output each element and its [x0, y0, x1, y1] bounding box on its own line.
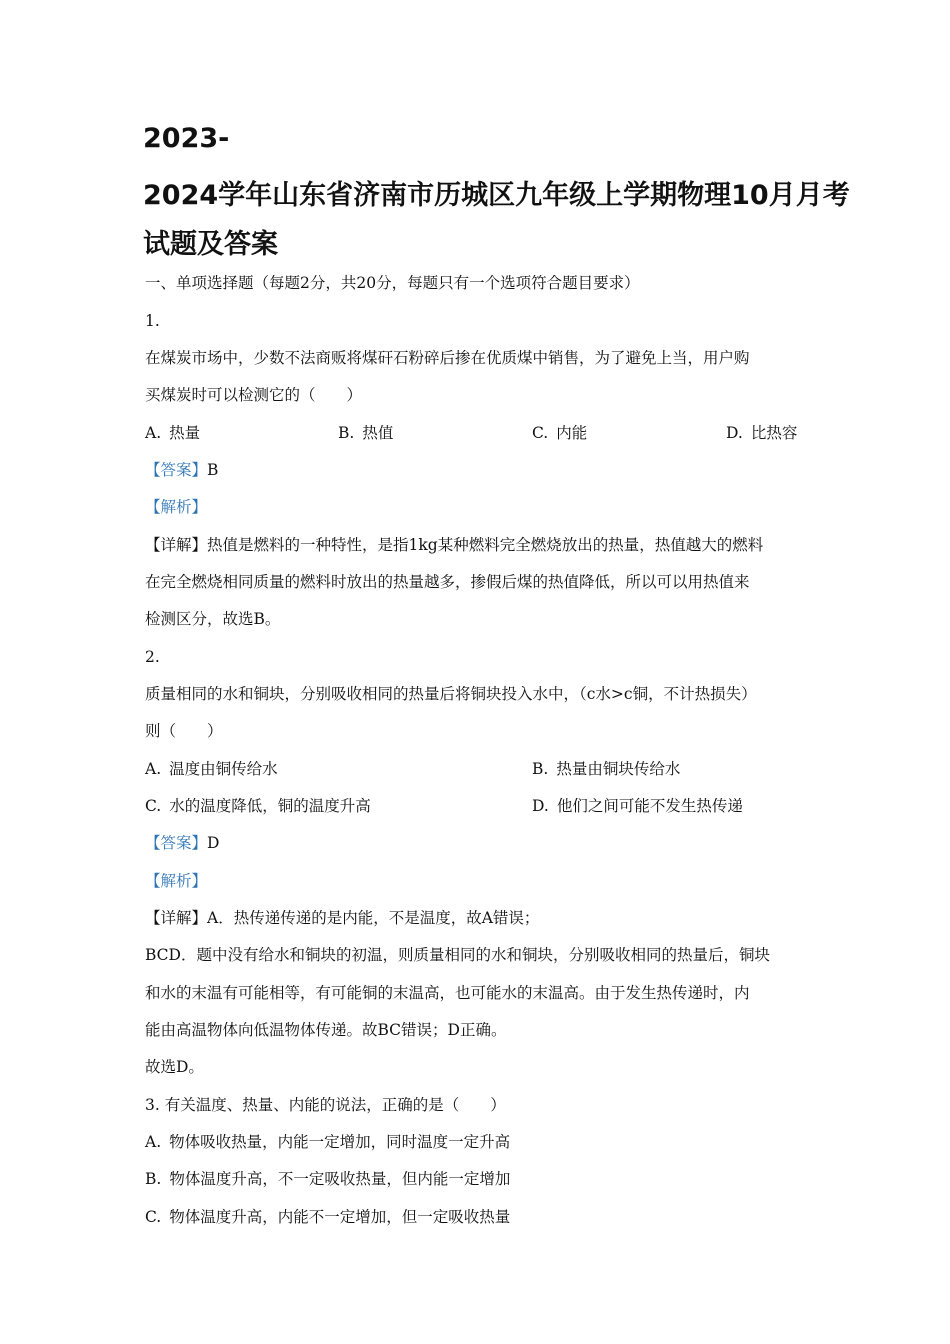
- q3-option-b: [145, 1169, 510, 1189]
- q1-detail-line-3: 检测区分，故选B。: [145, 610, 281, 628]
- q2-stem-line-2: 则（ ）: [145, 722, 223, 740]
- answer-tag: 【答案】: [145, 834, 208, 852]
- q2-stem-line-1: 质量相同的水和铜块，分别吸收相同的热量后将铜块投入水中，（c水>c铜，不计热损失）: [145, 685, 757, 703]
- option-letter: C.: [145, 797, 162, 815]
- option-text: 热量: [169, 424, 201, 442]
- detail-tag: 【详解】: [145, 536, 208, 554]
- option-letter: B.: [338, 424, 355, 442]
- q1-detail-line-2: 在完全燃烧相同质量的燃料时放出的热量越多，掺假后煤的热值降低，所以可以用热值来: [145, 573, 750, 591]
- q1-option-a: [145, 423, 200, 443]
- q1-stem-line-1: 在煤炭市场中，少数不法商贩将煤矸石粉碎后掺在优质煤中销售，为了避免上当，用户购: [145, 349, 750, 367]
- q2-analysis: [145, 871, 207, 891]
- doc-title-line-1: 2023-: [143, 123, 230, 154]
- option-text: 温度由铜传给水: [169, 760, 278, 778]
- q2-detail-line-1: [145, 908, 539, 928]
- q2-option-d: [532, 796, 743, 816]
- answer-value: B: [207, 461, 219, 479]
- detail-text: 热值是燃料的一种特性，是指1kg某种燃料完全燃烧放出的热量，热值越大的燃料: [207, 536, 764, 554]
- option-text: 热量由铜块传给水: [556, 760, 681, 778]
- answer-value: D: [207, 834, 220, 852]
- analysis-tag: 【解析】: [145, 872, 208, 890]
- q2-detail-line-5: 故选D。: [145, 1058, 204, 1076]
- q1-analysis: [145, 497, 207, 517]
- q2-answer: [145, 833, 219, 853]
- q2-option-a: [145, 759, 278, 779]
- q1-option-b: [338, 423, 393, 443]
- q1-answer: [145, 460, 218, 480]
- option-letter: A.: [145, 760, 162, 778]
- option-letter: D.: [726, 424, 743, 442]
- q1-detail-line-1: [145, 535, 763, 555]
- analysis-tag: 【解析】: [145, 498, 208, 516]
- doc-title-line-2: 2024学年山东省济南市历城区九年级上学期物理10月月考: [143, 180, 850, 211]
- q2-detail-line-2: BCD．题中没有给水和铜块的初温，则质量相同的水和铜块，分别吸收相同的热量后，铜块: [145, 946, 770, 964]
- option-letter: C.: [532, 424, 549, 442]
- option-text: 物体温度升高，不一定吸收热量，但内能一定增加: [169, 1170, 511, 1188]
- detail-text: A．热传递传递的是内能，不是温度，故A错误；: [207, 909, 540, 927]
- option-text: 热值: [362, 424, 394, 442]
- q3-option-c: [145, 1207, 510, 1227]
- doc-title-line-3: 试题及答案: [143, 229, 278, 260]
- q3-stem: 3. 有关温度、热量、内能的说法，正确的是（ ）: [145, 1096, 506, 1114]
- q2-detail-line-3: 和水的末温有可能相等，有可能铜的末温高，也可能水的末温高。由于发生热传递时，内: [145, 984, 750, 1002]
- option-letter: D.: [532, 797, 549, 815]
- q1-option-d: [726, 423, 797, 443]
- option-letter: B.: [145, 1170, 162, 1188]
- option-text: 他们之间可能不发生热传递: [556, 797, 743, 815]
- detail-tag: 【详解】: [145, 909, 208, 927]
- option-text: 水的温度降低，铜的温度升高: [169, 797, 371, 815]
- q2-detail-line-4: 能由高温物体向低温物体传递。故BC错误；D正确。: [145, 1021, 507, 1039]
- option-letter: C.: [145, 1208, 162, 1226]
- option-text: 比热容: [750, 424, 798, 442]
- q2-option-b: [532, 759, 680, 779]
- option-text: 内能: [556, 424, 588, 442]
- q1-stem-line-2: 买煤炭时可以检测它的（ ）: [145, 386, 363, 404]
- option-text: 物体吸收热量，内能一定增加，同时温度一定升高: [169, 1133, 511, 1151]
- q2-option-c: [145, 796, 371, 816]
- q1-option-c: [532, 423, 587, 443]
- answer-tag: 【答案】: [145, 461, 208, 479]
- section-heading: 一、单项选择题（每题2分，共20分，每题只有一个选项符合题目要求）: [145, 274, 640, 292]
- q2-number: 2.: [145, 648, 160, 666]
- option-letter: B.: [532, 760, 549, 778]
- option-letter: A.: [145, 424, 162, 442]
- option-letter: A.: [145, 1133, 162, 1151]
- option-text: 物体温度升高，内能不一定增加，但一定吸收热量: [169, 1208, 511, 1226]
- q1-number: 1.: [145, 312, 160, 330]
- q3-option-a: [145, 1132, 510, 1152]
